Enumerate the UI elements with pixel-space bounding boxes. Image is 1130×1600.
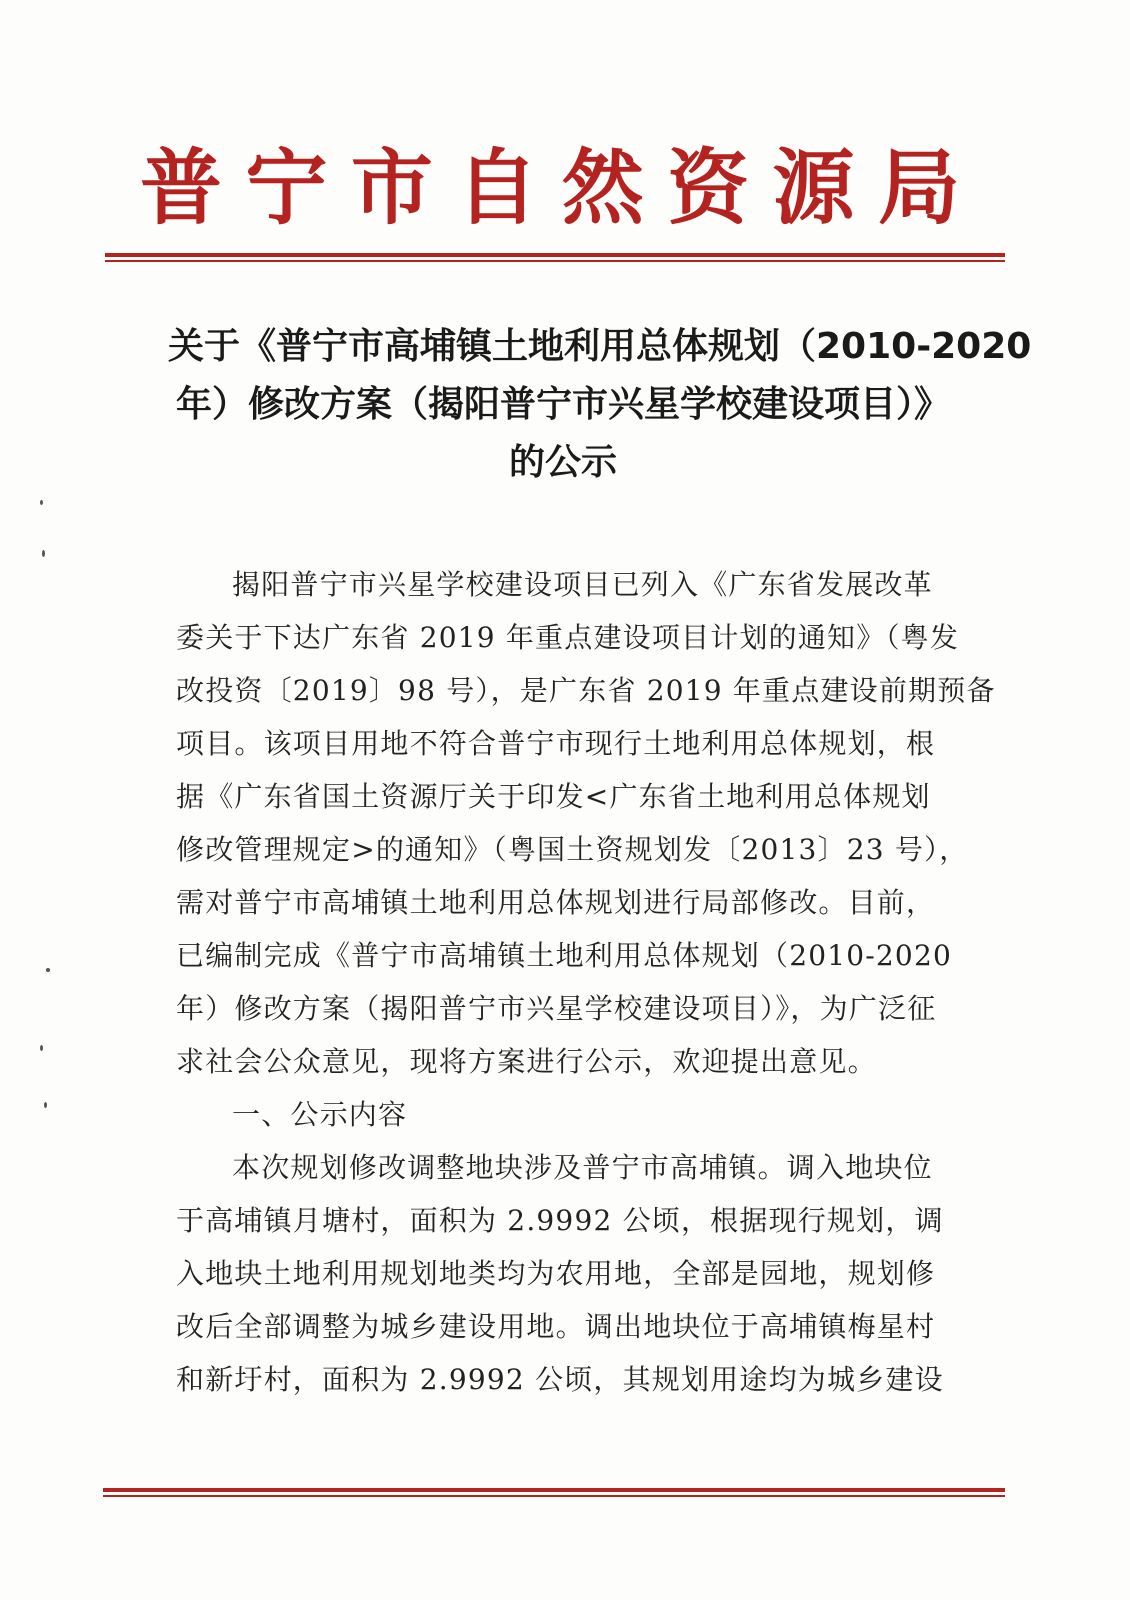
- body-line: 据《广东省国土资源厅关于印发<广东省土地利用总体规划: [176, 780, 931, 813]
- body-line: 本次规划修改调整地块涉及普宁市高埔镇。调入地块位: [232, 1151, 933, 1184]
- body-line: 委关于下达广东省 2019 年重点建设项目计划的通知》（粤发: [176, 621, 960, 654]
- body-line: 求社会公众意见，现将方案进行公示，欢迎提出意见。: [176, 1045, 877, 1078]
- masthead-char: 宁: [245, 140, 328, 236]
- document-body: [176, 558, 996, 1406]
- masthead-char: 普: [140, 140, 223, 236]
- masthead-char: 然: [561, 140, 644, 236]
- body-line: 于高埔镇月塘村，面积为 2.9992 公顷，根据现行规划，调: [176, 1204, 944, 1237]
- body-line: 入地块土地利用规划地类均为农用地，全部是园地，规划修: [176, 1257, 936, 1290]
- body-line: 揭阳普宁市兴星学校建设项目已列入《广东省发展改革: [232, 568, 933, 601]
- footer-divider: [103, 1488, 1005, 1497]
- scan-speck: [44, 1102, 47, 1108]
- scan-speck: [40, 500, 43, 505]
- body-line: 已编制完成《普宁市高埔镇土地利用总体规划（2010-2020: [176, 939, 952, 972]
- paragraph-intro: [176, 558, 996, 1088]
- title-line-3: 的公示: [508, 442, 617, 483]
- body-line: 改后全部调整为城乡建设用地。调出地块位于高埔镇梅星村: [176, 1310, 936, 1343]
- masthead-char: 源: [772, 140, 855, 236]
- body-line: 和新圩村，面积为 2.9992 公顷，其规划用途均为城乡建设: [176, 1363, 944, 1396]
- section-heading: 一、公示内容: [232, 1098, 408, 1131]
- scan-speck: [40, 1045, 43, 1051]
- body-line: 年）修改方案（揭阳普宁市兴星学校建设项目）》，为广泛征: [176, 992, 937, 1025]
- masthead-char: 资: [667, 140, 750, 236]
- scan-speck: [46, 968, 50, 972]
- body-line: 修改管理规定>的通知》（粤国土资规划发〔2013〕23 号），: [176, 833, 969, 866]
- masthead-char: 自: [456, 140, 539, 236]
- body-line: 需对普宁市高埔镇土地利用总体规划进行局部修改。目前，: [176, 886, 936, 919]
- title-line-2: 年）修改方案（揭阳普宁市兴星学校建设项目）》: [175, 384, 950, 425]
- title-line-1: 关于《普宁市高埔镇土地利用总体规划（2010-2020: [168, 326, 1032, 367]
- masthead-char: 市: [350, 140, 433, 236]
- document-title: [168, 318, 1032, 492]
- body-line: 改投资〔2019〕98 号），是广东省 2019 年重点建设前期预备: [176, 674, 996, 707]
- masthead-title: [140, 140, 960, 236]
- body-line: 项目。该项目用地不符合普宁市现行土地利用总体规划，根: [176, 727, 936, 760]
- masthead-divider: [105, 253, 1005, 262]
- paragraph-content: [176, 1141, 956, 1406]
- masthead-char: 局: [877, 140, 960, 236]
- scan-speck: [42, 550, 45, 557]
